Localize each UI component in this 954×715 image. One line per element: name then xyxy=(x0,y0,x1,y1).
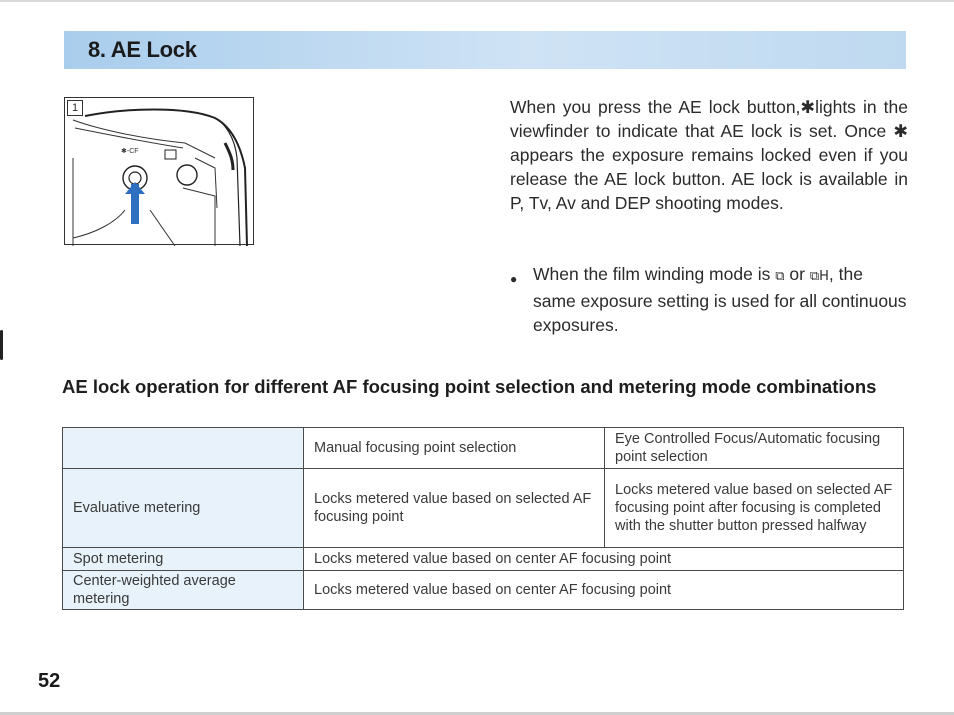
table-header-row xyxy=(63,428,904,469)
camera-drawing xyxy=(65,98,255,246)
table-cell: Locks metered value based on selected AF focusing point xyxy=(304,469,605,548)
ae-lock-button-label: ✱-CF xyxy=(121,148,139,155)
bullet-text xyxy=(533,262,908,337)
bullet-text-before: When the film winding mode is xyxy=(533,264,771,284)
table-header-cell: Eye Controlled Focus/Automatic focusing point selection xyxy=(605,428,904,469)
table-row-label: Center-weighted average metering xyxy=(63,571,304,610)
bullet-text-or: or xyxy=(789,264,805,284)
page-top-edge xyxy=(0,0,954,2)
body-paragraph xyxy=(510,95,908,215)
table-corner-cell xyxy=(63,428,304,469)
ae-lock-description: When you press the AE lock button,✱lights in the viewfinder to indicate that AE lock is set. Once ✱ appears the exposure remains locked even if you release the AE lock button. AE lock is available in P, Tv, Av and DEP shooting modes. xyxy=(510,97,908,213)
ae-lock-table xyxy=(62,427,904,610)
table-cell: Locks metered value based on selected AF focusing point after focusing is completed with the shutter button pressed halfway xyxy=(605,469,904,548)
table-cell: Locks metered value based on center AF focusing point xyxy=(304,571,904,610)
table-row xyxy=(63,469,904,548)
table-cell: Locks metered value based on center AF focusing point xyxy=(304,548,904,571)
figure-number: 1 xyxy=(67,100,83,116)
table-row-label: Spot metering xyxy=(63,548,304,571)
section-heading: AE lock operation for different AF focusing point selection and metering mode combinations xyxy=(62,376,877,397)
continuous-shooting-icon: ⧉ xyxy=(775,269,785,284)
page-left-mark xyxy=(0,330,3,360)
bullet-dot-icon: ● xyxy=(510,272,518,286)
page-title: 8. AE Lock xyxy=(88,37,197,62)
section-header-bar xyxy=(64,31,906,69)
bullet-item xyxy=(510,262,908,337)
high-speed-continuous-icon: ⧉H xyxy=(809,269,829,284)
page-number: 52 xyxy=(38,670,61,692)
table-row xyxy=(63,571,904,610)
table-header-cell: Manual focusing point selection xyxy=(304,428,605,469)
table-row-label: Evaluative metering xyxy=(63,469,304,548)
camera-illustration xyxy=(64,97,254,245)
table-row xyxy=(63,548,904,571)
bullet-text-after: , the same exposure setting is used for all continuous exposures. xyxy=(533,264,907,335)
